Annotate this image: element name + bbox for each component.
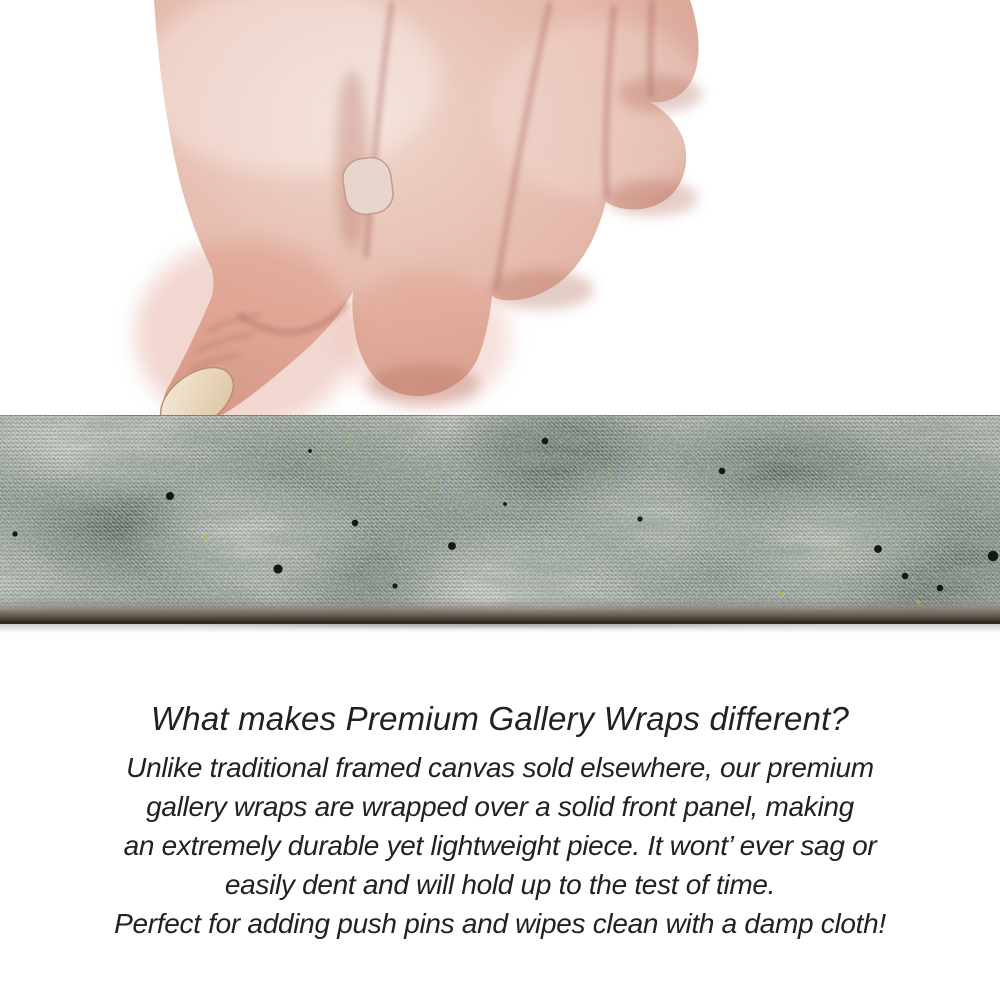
body-line-1: Unlike traditional framed canvas sold elsewhere, our premium <box>126 752 874 783</box>
canvas-speckle-holes <box>0 416 1000 624</box>
body-line-4: easily dent and will hold up to the test of time. <box>224 869 776 900</box>
body-line-2: gallery wraps are wrapped over a solid front panel, making <box>146 791 854 822</box>
headline: What makes Premium Gallery Wraps different? <box>150 700 850 737</box>
description-text <box>0 700 1000 943</box>
body-line-5: Perfect for adding push pins and wipes clean with a damp cloth! <box>114 908 886 939</box>
canvas-bottom-edge <box>0 598 1000 624</box>
body-line-3: an extremely durable yet lightweight piece. It wont’ ever sag or <box>123 830 877 861</box>
hand-pressing-canvas <box>0 0 1000 432</box>
canvas-wrap-edge <box>0 415 1000 624</box>
canvas-shadow <box>0 623 1000 641</box>
